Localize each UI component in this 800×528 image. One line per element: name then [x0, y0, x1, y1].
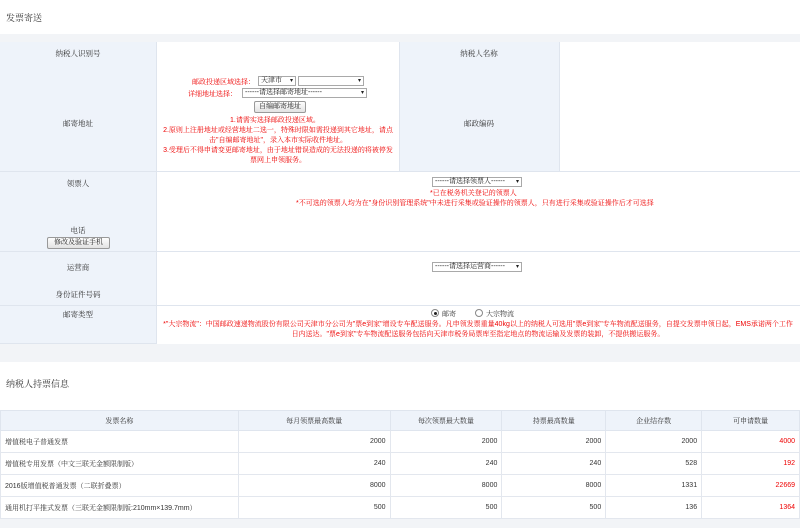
label-recipient: 领票人 — [66, 179, 90, 188]
cell: 增值税电子普通发票 — [1, 431, 239, 453]
cell: 8000 — [390, 475, 502, 497]
label-taxpayer-id: 纳税人识别号 — [55, 49, 101, 58]
cell: 2000 — [502, 431, 606, 453]
chevron-down-icon: ▾ — [357, 78, 361, 84]
label-cell-mail-type — [0, 306, 156, 344]
label-id-number: 身份证件号码 — [55, 290, 101, 299]
col-header: 每月领票最高数量 — [238, 411, 390, 431]
section-header-holdings — [0, 362, 800, 410]
table-header-row — [1, 411, 800, 431]
col-header: 每次领票最大数量 — [390, 411, 502, 431]
cell: 22669 — [702, 475, 800, 497]
divider — [559, 42, 560, 172]
divider — [156, 42, 157, 344]
cell: 240 — [238, 453, 390, 475]
cell: 240 — [390, 453, 502, 475]
divider — [156, 251, 800, 252]
recipient-note-1: *已在税务机关登记的领票人 — [430, 190, 517, 197]
label-mail-address: 邮寄地址 — [63, 119, 93, 128]
cell: 528 — [606, 453, 702, 475]
address-note-3: 3.受理后不得申请变更邮寄地址，由于地址错误造成的无法投递的将被停发票网上申领服务。 — [163, 147, 393, 164]
address-note-2: 2.原则上注册地址或经营地址二选一，特殊时限如需投递到其它地址，请点击"自编邮寄地址"，录入本市实际收件地址。 — [163, 127, 393, 144]
cell: 1331 — [606, 475, 702, 497]
mailing-form: 纳税人识别号 邮寄地址 领票人 电话 运营商 身份证件号码 邮寄类型 纳税人名称 邮政编码 邮政投递区域选择： 天津市 ▾ ▾ 详细地址选择： ------请选择邮寄地址------ ▾ 自编邮寄地址 1.请需实选择邮政投递区域。 2.原则上注册地址或经营地址二选一，特殊时限如需投递到其它地址，请点击"自编邮寄地址"，录入本市实际收件地址。 3.受理后不得申请变更邮寄地址，由于地址错误造成的无法投递的将被停发票网上申领服务。 ------请选择领票人------ ▾ *已在税务机关登记的领票人 *不可选的领票人均为在"身份识别管理系统"中未进行采集或验证操作的领票人，只有进行采集或验证操作后才可选择 修改及验证手机 ------请选择运营商------ ▾ 邮寄 大宗物流 *"大宗物流"：中国邮政速递物流股份有限公司天津市分公司为"票e到家"增设专车配送服务。凡申领发票重量40kg以上的纳税人可选用"票e到家"专车物流配送服务，自提交发票申领日起，EMS承诺两个工作日内送达。"票e到家"专车物流配送服务包括向天津市税务局票库至指定地点的物流运输及发票的装卸，不提供搬运服务。 — [0, 42, 800, 344]
mail-type-note: *"大宗物流"：中国邮政速递物流股份有限公司天津市分公司为"票e到家"增设专车配送服务。凡申领发票重量40kg以上的纳税人可选用"票e到家"专车物流配送服务，自提交发票申领日起，EMS承诺两个工作日内送达。"票e到家"专车物流配送服务包括向天津市税务局票库至指定地点的物流运输及发票的装卸，不提供搬运服务。 — [163, 321, 793, 338]
self-edit-address-button[interactable]: 自编邮寄地址 — [254, 101, 306, 113]
table-row — [1, 453, 800, 475]
area-select-label: 邮政投递区域选择： — [192, 79, 255, 86]
label-taxpayer-name: 纳税人名称 — [460, 49, 498, 58]
label-phone: 电话 — [70, 226, 86, 235]
label-cell-operator — [0, 252, 156, 306]
cell: 2000 — [606, 431, 702, 453]
radio-bulk-logistics[interactable] — [475, 309, 483, 317]
label-mail-type: 邮寄类型 — [63, 310, 93, 319]
cell: 2000 — [390, 431, 502, 453]
label-postal-code: 邮政编码 — [464, 119, 494, 128]
cell: 240 — [502, 453, 606, 475]
cell: 8000 — [238, 475, 390, 497]
cell: 192 — [702, 453, 800, 475]
label-cell-name-postcode — [399, 42, 559, 172]
detail-address-select[interactable]: ------请选择邮寄地址------ ▾ — [242, 88, 367, 98]
section-title: 纳税人持票信息 — [6, 379, 70, 389]
cell: 通用机打平推式发票（三联无金额限制版:210mm×139.7mm） — [1, 497, 239, 519]
col-header: 可申请数量 — [702, 411, 800, 431]
col-header: 发票名称 — [1, 411, 239, 431]
cell: 1364 — [702, 497, 800, 519]
table-row — [1, 497, 800, 519]
operator-select[interactable]: ------请选择运营商------ ▾ — [432, 262, 522, 272]
cell: 500 — [390, 497, 502, 519]
chevron-down-icon: ▾ — [289, 78, 293, 84]
cell: 8000 — [502, 475, 606, 497]
label-cell-taxid-address — [0, 42, 156, 172]
col-header: 持票最高数量 — [502, 411, 606, 431]
divider — [156, 171, 800, 172]
chevron-down-icon: ▾ — [515, 179, 519, 185]
invoice-holdings-table — [0, 410, 800, 519]
district-select[interactable] — [298, 76, 364, 86]
chevron-down-icon: ▾ — [515, 264, 519, 270]
divider — [156, 305, 800, 306]
area-select[interactable]: 天津市 ▾ — [258, 76, 296, 86]
col-header: 企业结存数 — [606, 411, 702, 431]
section-header-invoice-mailing — [0, 0, 800, 34]
cell: 4000 — [702, 431, 800, 453]
recipient-select[interactable]: ------请选择领票人------ ▾ — [432, 177, 522, 187]
table-row — [1, 475, 800, 497]
section-title: 发票寄送 — [6, 13, 43, 23]
divider — [399, 42, 400, 172]
cell: 2016版增值税普通发票（二联折叠票） — [1, 475, 239, 497]
chevron-down-icon: ▾ — [360, 90, 364, 96]
cell: 136 — [606, 497, 702, 519]
recipient-note-2: *不可选的领票人均为在"身份识别管理系统"中未进行采集或验证操作的领票人，只有进行采集或验证操作后才可选择 — [296, 200, 654, 207]
detail-address-label: 详细地址选择： — [188, 91, 237, 98]
cell: 500 — [238, 497, 390, 519]
cell: 增值税专用发票（中文三联无金额限制版） — [1, 453, 239, 475]
label-operator: 运营商 — [66, 263, 90, 272]
verify-phone-button[interactable]: 修改及验证手机 — [47, 237, 110, 249]
radio-mail[interactable] — [431, 309, 439, 317]
cell: 500 — [502, 497, 606, 519]
table-row — [1, 431, 800, 453]
radio-mail-label: 邮寄 — [442, 311, 456, 318]
cell: 2000 — [238, 431, 390, 453]
radio-bulk-logistics-label: 大宗物流 — [486, 311, 514, 318]
